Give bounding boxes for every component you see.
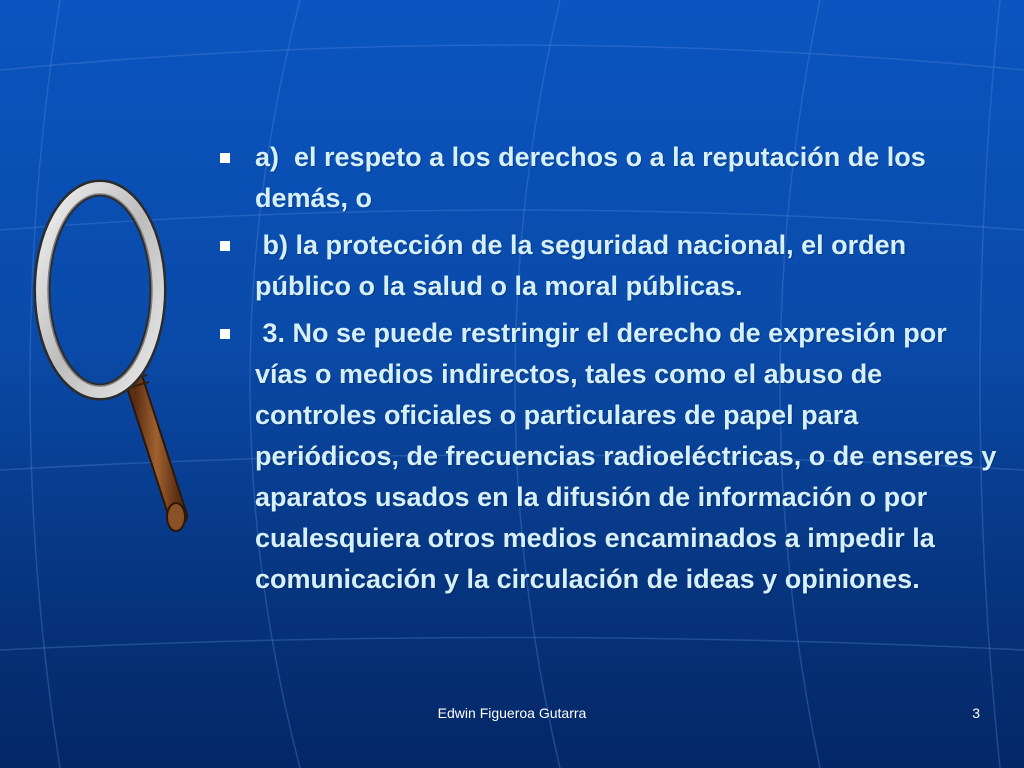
square-bullet-icon <box>220 329 230 339</box>
bullet-text: 3. No se puede restringir el derecho de expresión por vías o medios indirectos, tales como el abuso de controles oficiales o particulares de papel para periódicos, de frecuencias radioeléctricas, o de enseres y aparatos usados en la difusión de información o por cualesquiera otros medios encaminados a impedir la comunicación y la circulación de ideas y opiniones. <box>255 318 1004 594</box>
bullet-text: b) la protección de la seguridad nacional, el orden público o la salud o la moral públicas. <box>255 230 914 301</box>
magnifying-glass-icon <box>30 178 200 543</box>
bullet-item-2 <box>212 225 1002 307</box>
bullet-text: a) el respeto a los derechos o a la reputación de los demás, o <box>255 142 934 213</box>
bullet-list <box>212 137 1002 600</box>
bullet-item-3 <box>212 313 1002 600</box>
square-bullet-icon <box>220 153 230 163</box>
square-bullet-icon <box>220 241 230 251</box>
slide-content <box>212 137 1002 606</box>
footer-author: Edwin Figueroa Gutarra <box>437 705 587 721</box>
slide-number: 3 <box>972 705 980 721</box>
bullet-item-1 <box>212 137 1002 219</box>
